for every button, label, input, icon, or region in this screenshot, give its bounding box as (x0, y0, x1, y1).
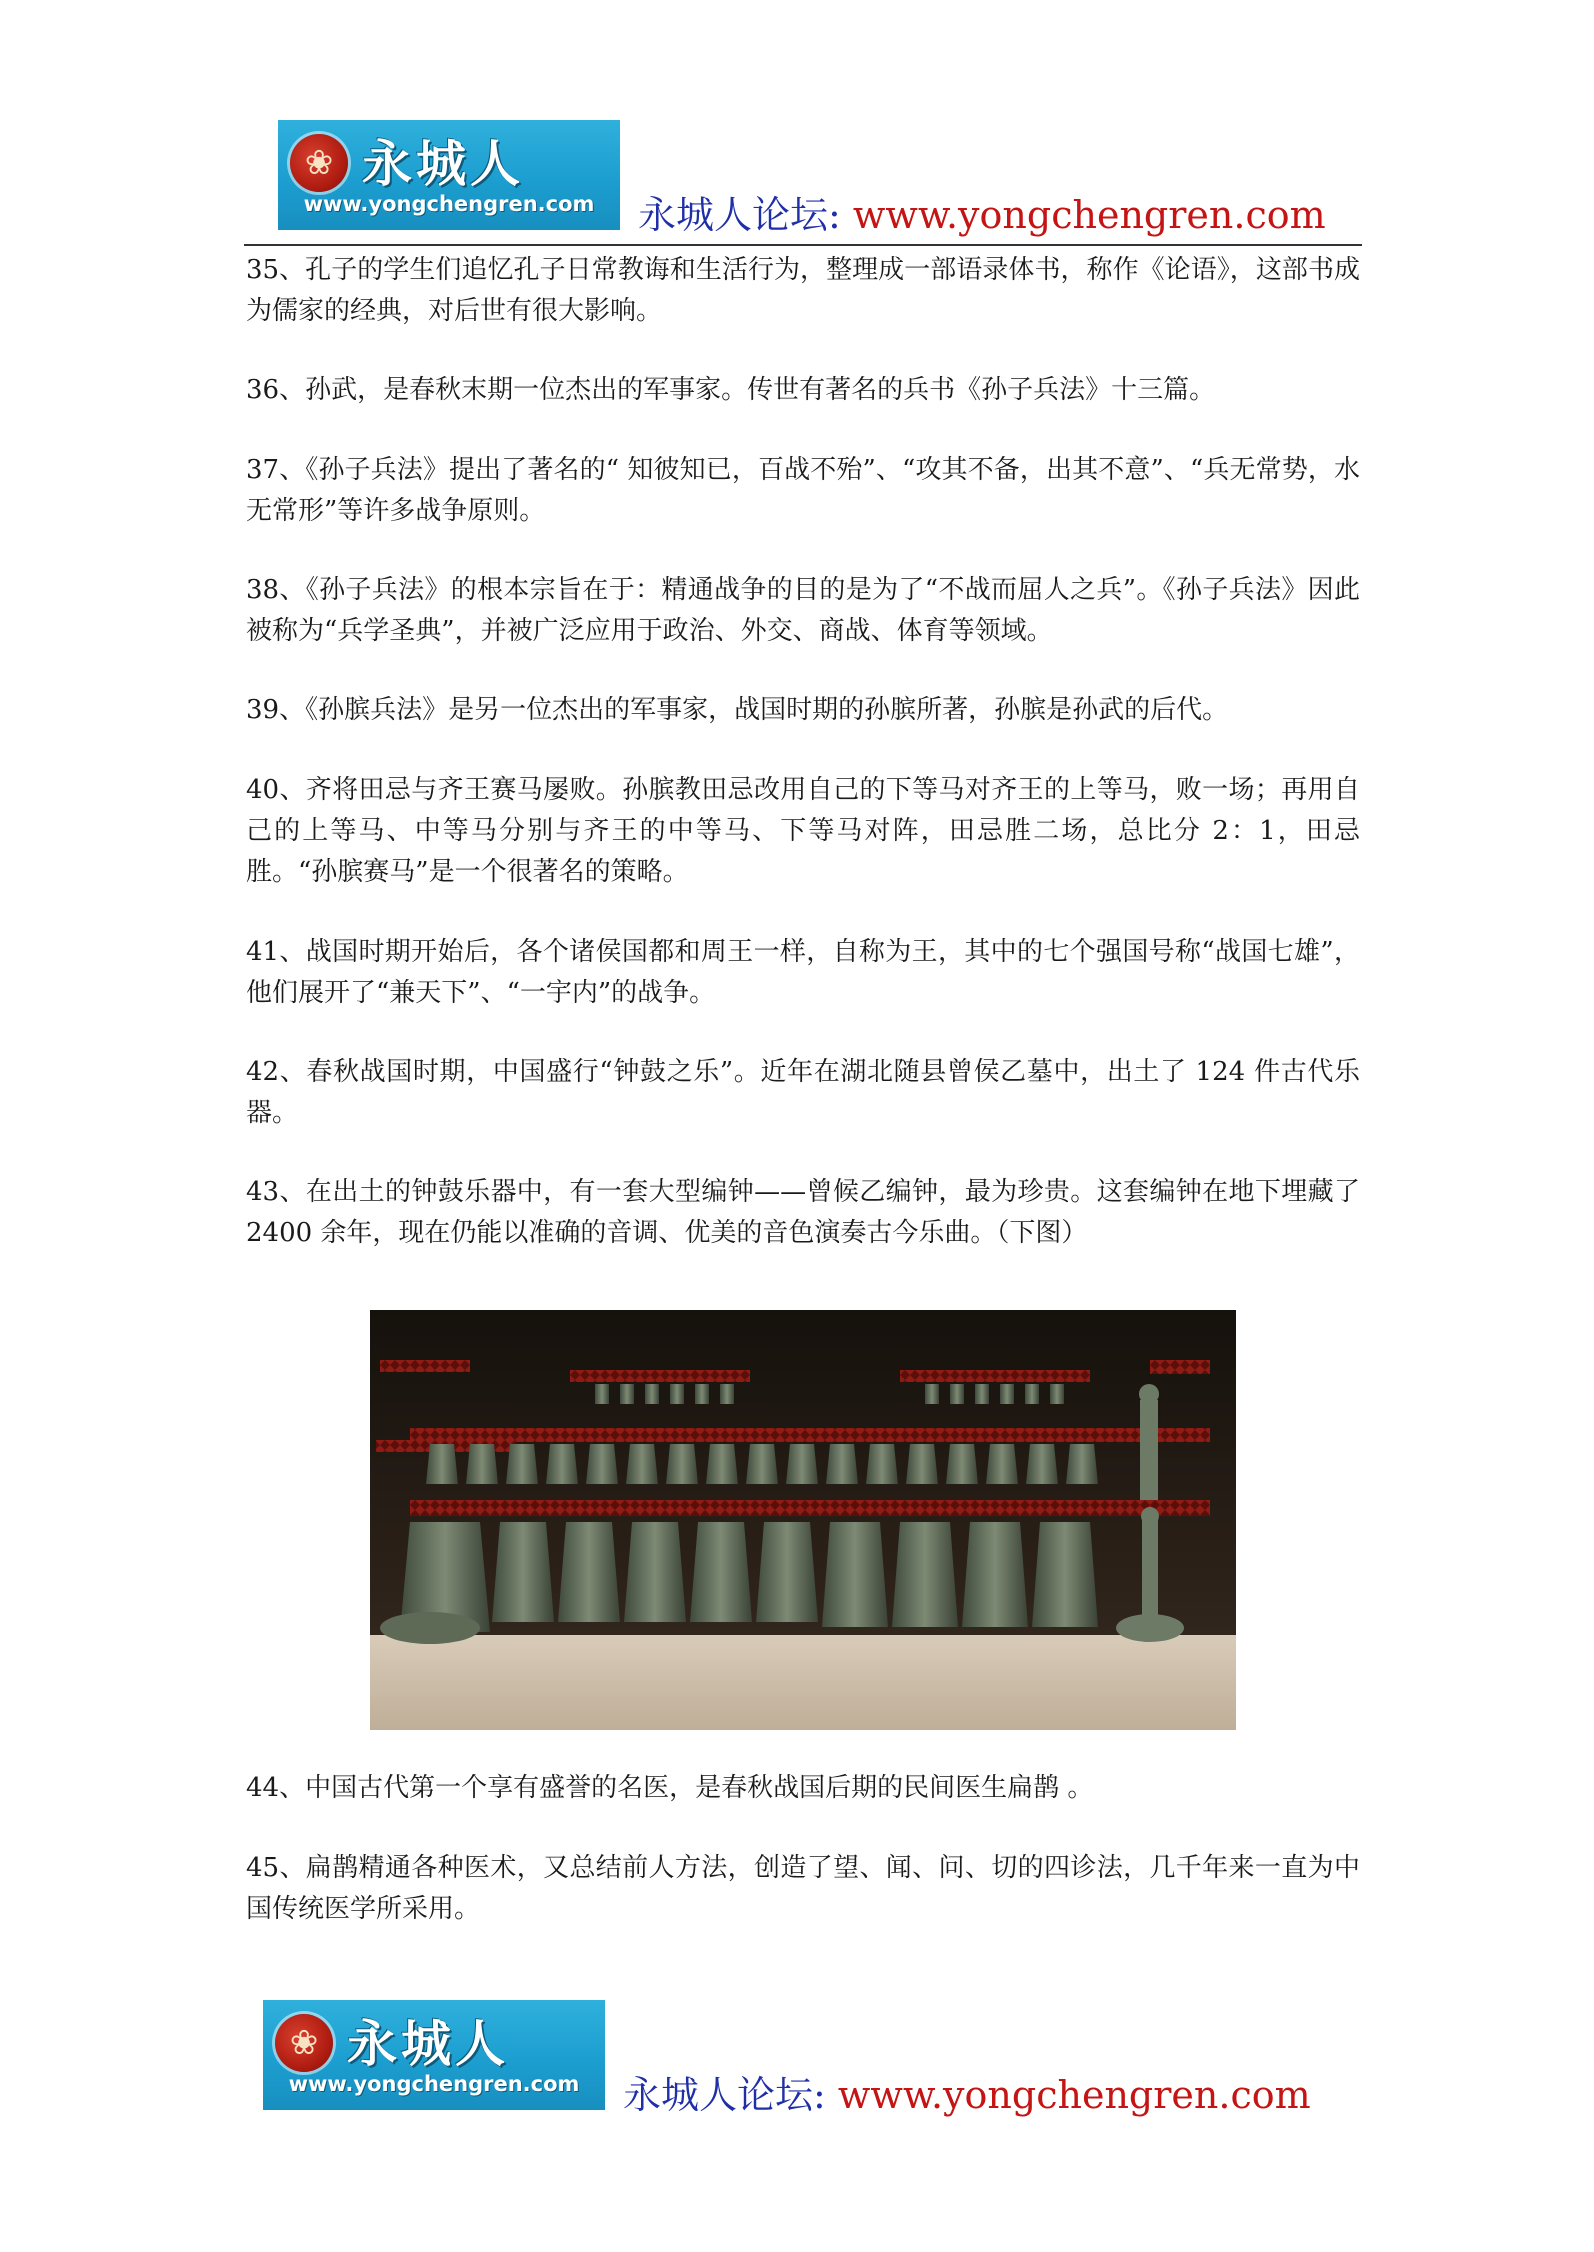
paragraph-43: 43、在出土的钟鼓乐器中，有一套大型编钟——曾候乙编钟，最为珍贵。这套编钟在地下埋藏了 2400 余年，现在仍能以准确的音调、优美的音色演奏古今乐曲。（下图） (246, 1177, 1360, 1248)
forum-label: 永城人论坛: (623, 2073, 826, 2117)
logo-url: www.yongchengren.com (303, 192, 595, 216)
footer-logo[interactable] (263, 2000, 605, 2110)
logo-seal-icon (275, 2014, 333, 2072)
header-divider (244, 244, 1362, 246)
site-logo[interactable] (278, 120, 620, 230)
paragraph-42: 42、春秋战国时期，中国盛行“钟鼓之乐”。近年在湖北随县曾侯乙墓中，出土了 124 件古代乐器。 (246, 1057, 1360, 1128)
paragraph-38: 38、《孙子兵法》的根本宗旨在于：精通战争的目的是为了“不战而屈人之兵”。《孙子兵法》因此被称为“兵学圣典”，并被广泛应用于政治、外交、商战、体育等领域。 (246, 575, 1360, 646)
logo-title: 永城人 (347, 2015, 509, 2073)
logo-seal-icon (290, 134, 348, 192)
paragraph-41: 41、战国时期开始后，各个诸侯国都和周王一样，自称为王，其中的七个强国号称“战国七雄”，他们展开了“兼天下”、“一宇内”的战争。 (246, 937, 1360, 1008)
logo-title: 永城人 (362, 135, 524, 193)
header-banner (0, 120, 1594, 240)
forum-link[interactable] (638, 184, 1326, 239)
bianzhong-bells-photo (370, 1310, 1236, 1730)
paragraph-36: 36、孙武，是春秋末期一位杰出的军事家。传世有著名的兵书《孙子兵法》十三篇。 (246, 375, 1216, 405)
logo-url: www.yongchengren.com (288, 2072, 580, 2096)
paragraph-40: 40、齐将田忌与齐王赛马屡败。孙膑教田忌改用自己的下等马对齐王的上等马，败一场；再用自己的上等马、中等马分别与齐王的中等马、下等马对阵，田忌胜二场，总比分 2：1，田忌胜。“孙膑赛马”是一个很著名的策略。 (246, 775, 1360, 887)
forum-url[interactable]: www.yongchengren.com (852, 193, 1326, 237)
bells-illustration (370, 1310, 1236, 1730)
footer-forum-link[interactable] (623, 2064, 1311, 2119)
forum-label: 永城人论坛: (638, 193, 841, 237)
paragraph-44: 44、中国古代第一个享有盛誉的名医，是春秋战国后期的民间医生扁鹊 。 (246, 1773, 1094, 1803)
forum-url[interactable]: www.yongchengren.com (837, 2073, 1311, 2117)
paragraph-39: 39、《孙膑兵法》是另一位杰出的军事家，战国时期的孙膑所著，孙膑是孙武的后代。 (246, 695, 1229, 725)
footer-banner (0, 2000, 1594, 2120)
paragraph-37: 37、《孙子兵法》提出了著名的“ 知彼知已，百战不殆”、“攻其不备，出其不意”、“兵无常势，水无常形”等许多战争原则。 (246, 455, 1360, 526)
paragraph-35: 35、孔子的学生们追忆孔子日常教诲和生活行为，整理成一部语录体书，称作《论语》，这部书成为儒家的经典，对后世有很大影响。 (246, 255, 1360, 326)
paragraph-45: 45、扁鹊精通各种医术，又总结前人方法，创造了望、闻、问、切的四诊法，几千年来一直为中国传统医学所采用。 (246, 1853, 1360, 1924)
